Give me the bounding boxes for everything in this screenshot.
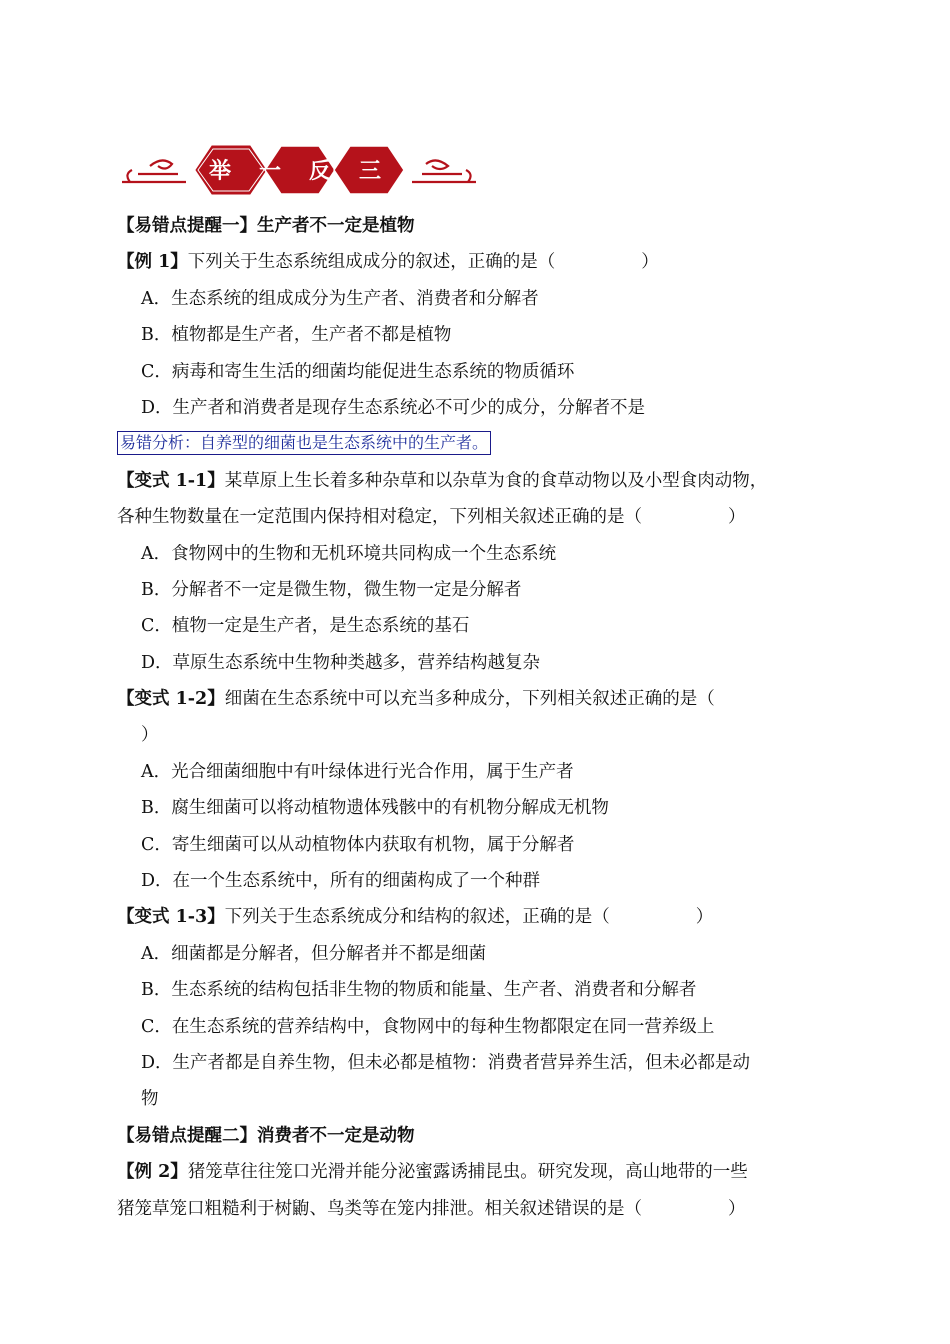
variant-1-3-close: ） (695, 907, 714, 928)
variant-1-1-option-c: C．植物一定是生产者，是生态系统的基石 (141, 616, 470, 637)
document-body (117, 208, 817, 1227)
variant-1-3-option-a: A．细菌都是分解者，但分解者并不都是细菌 (141, 943, 487, 964)
example-2-text: 猪笼草往往笼口光滑并能分泌蜜露诱捕昆虫。研究发现，高山地带的一些 (187, 1162, 748, 1183)
banner-char-2: 一 (258, 159, 282, 184)
variant-1-3-option-c: C．在生态系统的营养结构中，食物网中的每种生物都限定在同一营养级上 (141, 1016, 715, 1037)
variant-1-1-option-a: A．食物网中的生物和无机环境共同构成一个生态系统 (141, 543, 557, 564)
example-1-option-b: B．植物都是生产者，生产者不都是植物 (141, 325, 452, 346)
variant-1-1-option-d: D．草原生态系统中生物种类越多，营养结构越复杂 (141, 652, 541, 673)
example-1-tag: 【例 1】 (117, 252, 188, 273)
variant-1-1-text: 某草原上生长着多种杂草和以杂草为食的食草动物以及小型食肉动物， (224, 470, 768, 491)
variant-1-1-option-b: B．分解者不一定是微生物，微生物一定是分解者 (141, 579, 522, 600)
banner-char-1: 举 (208, 159, 232, 184)
example-1-stem (117, 244, 817, 280)
variant-1-1-stem-line2 (117, 499, 817, 535)
left-ornament (122, 160, 186, 182)
example-1-option-c: C．病毒和寄生生活的细菌均能促进生态系统的物质循环 (141, 361, 575, 382)
error-analysis-box: 易错分析：自养型的细菌也是生态系统中的生产者。 (117, 431, 491, 455)
variant-1-3-tag: 【变式 1-3】 (117, 907, 225, 928)
section-title-2: 【易错点提醒二】消费者不一定是动物 (117, 1125, 415, 1146)
example-1-close: ） (641, 252, 659, 273)
example-2-close: ） (728, 1198, 746, 1219)
example-1-option-d: D．生产者和消费者是现存生态系统必不可少的成分，分解者不是 (141, 397, 646, 418)
example-2-stem-line1 (117, 1154, 817, 1190)
variant-1-2-stem-line2: ） (141, 725, 159, 746)
variant-1-1-text-cont: 各种生物数量在一定范围内保持相对稳定，下列相关叙述正确的是（ (117, 507, 642, 528)
example-1-option-a: A．生态系统的组成成分为生产者、消费者和分解者 (141, 288, 539, 309)
variant-1-3-stem (117, 899, 817, 935)
example-1-text: 下列关于生态系统组成成分的叙述，正确的是（ (187, 252, 556, 273)
variant-1-2-option-a: A．光合细菌细胞中有叶绿体进行光合作用，属于生产者 (141, 761, 574, 782)
variant-1-2-option-c: C．寄生细菌可以从动植物体内获取有机物，属于分解者 (141, 834, 575, 855)
analysis-row (117, 426, 817, 462)
variant-1-2-text: 细菌在生态系统中可以充当多种成分，下列相关叙述正确的是（ (224, 689, 715, 710)
variant-1-3-option-d-cont: 物 (141, 1089, 159, 1110)
variant-1-2-option-b: B．腐生细菌可以将动植物遗体残骸中的有机物分解成无机物 (141, 798, 609, 819)
example-2-stem-line2 (117, 1191, 817, 1227)
variant-1-1-close: ） (728, 507, 746, 528)
variant-1-1-stem-line1 (117, 463, 817, 499)
banner-graphic (120, 140, 480, 200)
variant-1-2-tag: 【变式 1-2】 (117, 689, 225, 710)
banner-char-4: 三 (358, 159, 382, 184)
variant-1-3-option-b: B．生态系统的结构包括非生物的物质和能量、生产者、消费者和分解者 (141, 980, 697, 1001)
banner-char-3: 反 (308, 159, 332, 184)
variant-1-3-option-d: D．生产者都是自养生物，但未必都是植物：消费者营异养生活，但未必都是动 (141, 1052, 751, 1073)
example-2-tag: 【例 2】 (117, 1162, 188, 1183)
variant-1-2-stem-line1 (117, 681, 817, 717)
title-banner (120, 140, 480, 200)
variant-1-2-option-d: D．在一个生态系统中，所有的细菌构成了一个种群 (141, 871, 541, 892)
variant-1-3-text: 下列关于生态系统成分和结构的叙述，正确的是（ (224, 907, 610, 928)
variant-1-1-tag: 【变式 1-1】 (117, 470, 225, 491)
section-title-1: 【易错点提醒一】生产者不一定是植物 (117, 216, 415, 236)
right-ornament (412, 160, 476, 182)
example-2-text-cont: 猪笼草笼口粗糙利于树鼩、鸟类等在笼内排泄。相关叙述错误的是（ (117, 1198, 642, 1219)
